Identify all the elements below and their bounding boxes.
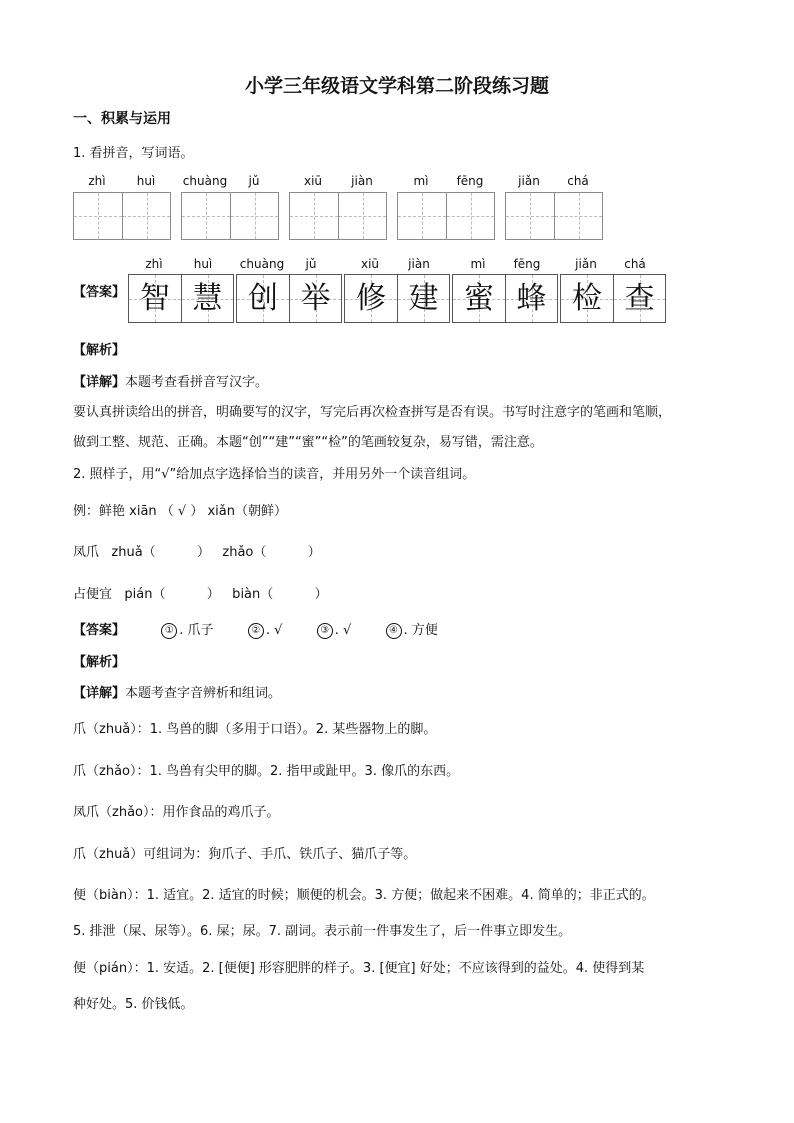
page-title: 小学三年级语文学科第二阶段练习题 bbox=[244, 75, 549, 97]
pinyin-label: xiū bbox=[303, 174, 323, 188]
answer-grid-4 bbox=[452, 274, 558, 323]
analysis-label: 【解析】 bbox=[73, 343, 126, 358]
answer-char: 蜂 bbox=[516, 281, 547, 316]
answer-pinyin: fēng bbox=[513, 257, 541, 271]
answer-text: . √ bbox=[265, 623, 283, 638]
explain-line: 便（biàn）：1. 适宜。2. 适宜的时候；顺便的机会。3. 方便；做起来不困难。4. 简单的；非正式的。 bbox=[73, 888, 655, 903]
answer-char: 蜜 bbox=[464, 281, 494, 316]
writing-grid-3[interactable] bbox=[289, 192, 387, 240]
detail-label: 【详解】 bbox=[73, 686, 126, 701]
answer-text: . 方便 bbox=[403, 623, 438, 638]
circle-number: ④ bbox=[386, 623, 402, 639]
answer-pinyin: huì bbox=[193, 257, 213, 271]
explain-line: 爪（zhǎo）：1. 鸟兽有尖甲的脚。2. 指甲或趾甲。3. 像爪的东西。 bbox=[73, 764, 460, 779]
answer-grid-1 bbox=[128, 274, 234, 323]
circle-number: ③ bbox=[317, 623, 333, 639]
answer-pinyin: zhì bbox=[145, 257, 163, 271]
answer-grid-2 bbox=[236, 274, 342, 323]
explain-line: 做到工整、规范、正确。本题“创”“建”“蜜”“检”的笔画较复杂，易写错，需注意。 bbox=[73, 435, 543, 450]
circle-number: ① bbox=[161, 623, 177, 639]
pinyin-label: jiàn bbox=[351, 174, 373, 188]
answer-char: 建 bbox=[408, 281, 439, 316]
answer-char: 举 bbox=[300, 281, 331, 316]
detail-label: 【详解】 bbox=[73, 375, 126, 390]
answer-char: 创 bbox=[248, 281, 278, 316]
circle-number: ② bbox=[248, 623, 264, 639]
writing-grid-2[interactable] bbox=[181, 192, 279, 240]
example-line: 例：鲜艳 xiān （ √ ） xiǎn（朝鲜） bbox=[73, 504, 287, 519]
writing-grid-5[interactable] bbox=[505, 192, 603, 240]
answer-text: . √ bbox=[334, 623, 352, 638]
pinyin-label: chá bbox=[567, 174, 589, 188]
question-2-prompt: 2. 照样子，用“√”给加点字选择恰当的读音，并用另外一个读音组词。 bbox=[73, 467, 476, 482]
answer-pinyin: jiàn bbox=[408, 257, 430, 271]
pinyin-label: jǔ bbox=[248, 174, 260, 188]
pinyin-label: zhì bbox=[88, 174, 106, 188]
pinyin-label: fēng bbox=[456, 174, 484, 188]
answer-char: 智 bbox=[140, 281, 170, 316]
answer-char: 检 bbox=[572, 281, 602, 316]
answer-row bbox=[73, 619, 438, 639]
detail-text: 本题考查看拼音写汉字。 bbox=[125, 375, 269, 390]
pinyin-label: jiǎn bbox=[518, 174, 540, 188]
pinyin-label: mì bbox=[413, 174, 429, 188]
answer-pinyin: chá bbox=[624, 257, 646, 271]
explain-line: 5. 排泄（屎、尿等）。6. 屎；尿。7. 副词。表示前一件事发生了，后一件事立即发生。 bbox=[73, 924, 572, 939]
answer-label: 【答案】 bbox=[73, 285, 126, 300]
answer-pinyin: mì bbox=[470, 257, 486, 271]
answer-char: 慧 bbox=[192, 281, 223, 316]
answer-text: . 爪子 bbox=[179, 623, 214, 638]
question-1-prompt: 1. 看拼音，写词语。 bbox=[73, 146, 194, 161]
explain-line: 种好处。5. 价钱低。 bbox=[73, 997, 194, 1012]
explain-line: 要认真拼读给出的拼音，明确要写的汉字，写完后再次检查拼写是否有误。书写时注意字的笔画和笔顺， bbox=[73, 405, 672, 420]
analysis-label: 【解析】 bbox=[73, 655, 126, 670]
answer-char: 查 bbox=[624, 281, 655, 316]
pinyin-label: chuàng bbox=[182, 174, 228, 188]
answer-pinyin: jiǎn bbox=[575, 257, 597, 271]
explain-line: 爪（zhuǎ）可组词为：狗爪子、手爪、铁爪子、猫爪子等。 bbox=[73, 847, 417, 862]
detail-text: 本题考查字音辨析和组词。 bbox=[125, 686, 282, 701]
question-line: 占便宜 pián（ ） biàn（ ） bbox=[73, 587, 328, 602]
answer-grid-3 bbox=[344, 274, 450, 323]
answer-pinyin: jǔ bbox=[305, 257, 317, 271]
explain-line: 凤爪（zhǎo）：用作食品的鸡爪子。 bbox=[73, 805, 280, 820]
answer-char: 修 bbox=[356, 281, 386, 316]
question-line: 凤爪 zhuǎ（ ） zhǎo（ ） bbox=[73, 545, 321, 560]
writing-grid-1[interactable] bbox=[73, 192, 171, 240]
answer-pinyin: xiū bbox=[360, 257, 380, 271]
answer-label: 【答案】 bbox=[73, 623, 126, 638]
pinyin-label: huì bbox=[136, 174, 156, 188]
answer-pinyin: chuàng bbox=[239, 257, 285, 271]
explain-line: 便（pián）：1. 安适。2. [便便] 形容肥胖的样子。3. [便宜] 好处；不应该得到的益处。4. 使得到某 bbox=[73, 961, 645, 976]
section-heading: 一、积累与运用 bbox=[73, 111, 171, 127]
answer-grid-5 bbox=[560, 274, 666, 323]
explain-line: 爪（zhuǎ）：1. 鸟兽的脚（多用于口语）。2. 某些器物上的脚。 bbox=[73, 722, 437, 737]
writing-grid-4[interactable] bbox=[397, 192, 495, 240]
